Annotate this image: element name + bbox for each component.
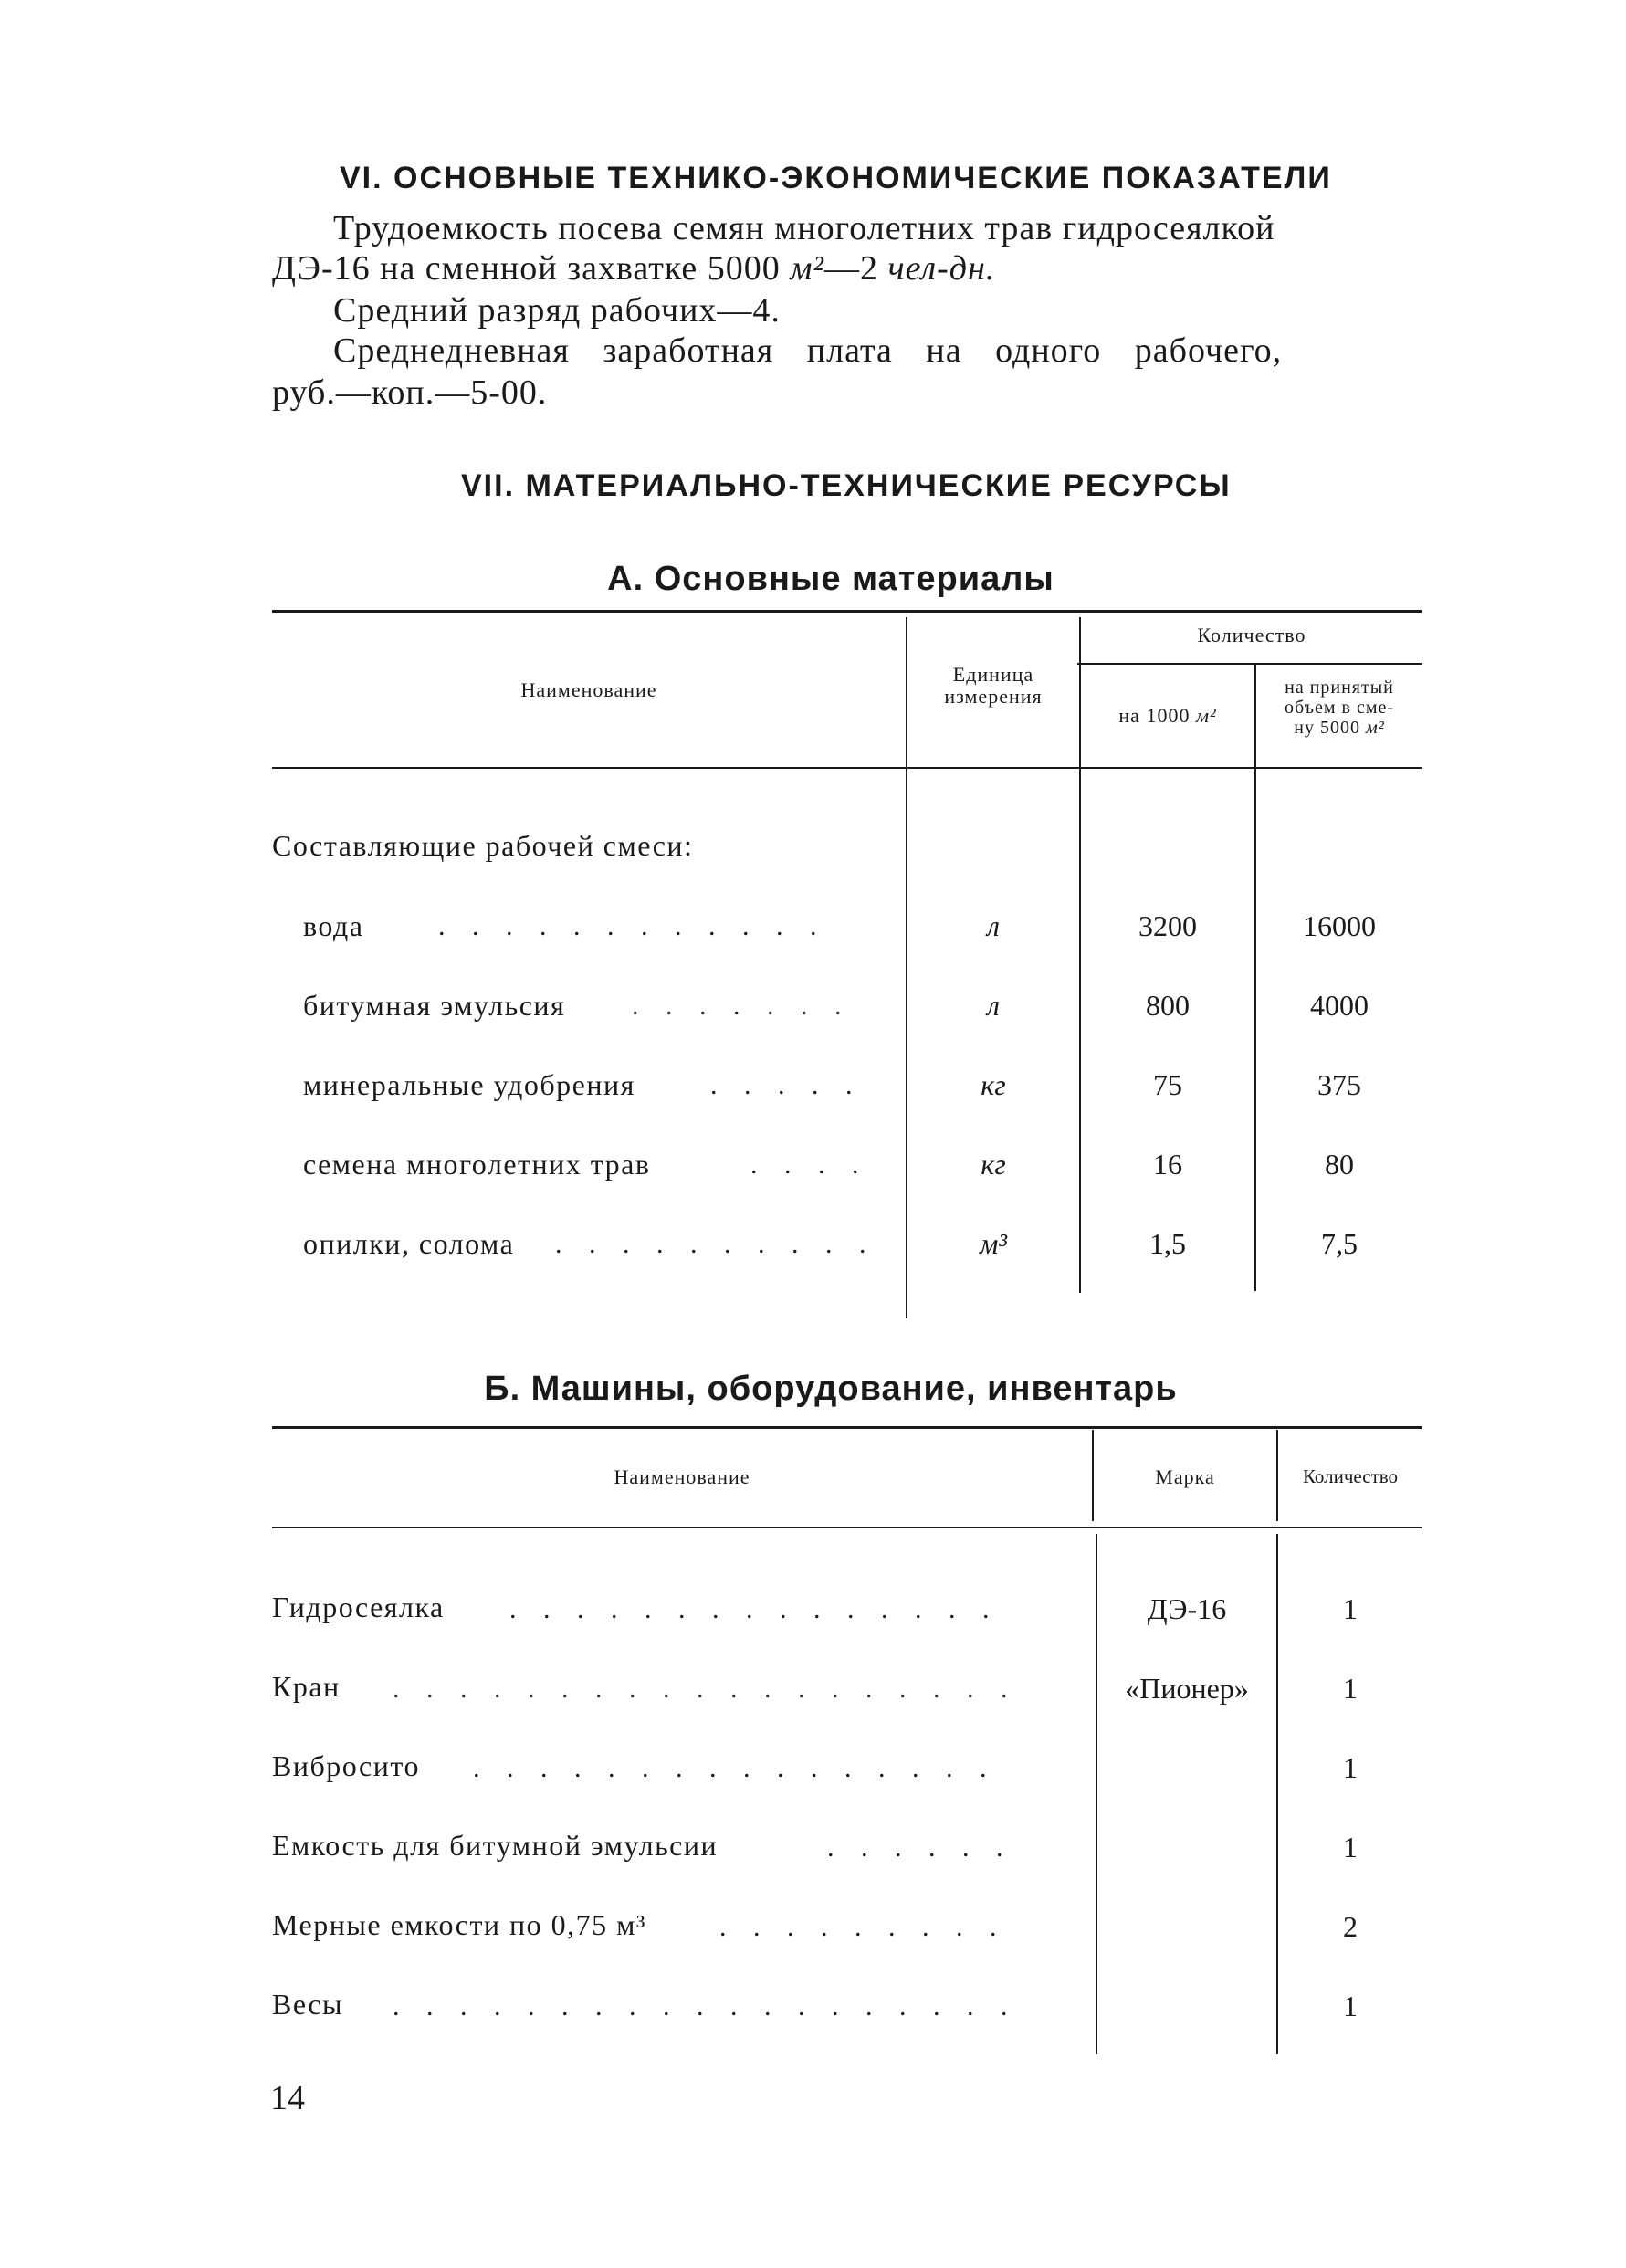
section-7-heading: VII. МАТЕРИАЛЬНО-ТЕХНИЧЕСКИЕ РЕСУРСЫ — [461, 468, 1232, 503]
table-b-header-name: Наименование — [614, 1465, 750, 1488]
per-shift-line-3 — [1256, 718, 1422, 738]
table-a-title: А. Основные материалы — [607, 560, 1054, 598]
section-6-paragraph-1-line-2 — [272, 248, 995, 289]
leader-dots: . . . . . . . . . . . . — [438, 911, 827, 941]
table-a-top-rule — [272, 610, 1422, 613]
row-per-shift: 80 — [1325, 1148, 1354, 1181]
row-per1000: 800 — [1146, 989, 1190, 1022]
row-name: Гидросеялка — [272, 1591, 445, 1623]
row-brand: ДЭ-16 — [1147, 1592, 1227, 1625]
row-name: семена многолетних трав — [303, 1148, 651, 1181]
row-name: битумная эмульсия — [303, 989, 566, 1022]
section-6-paragraph-1-line-1: Трудоемкость посева семян многолетних трав гидросеялкой — [333, 209, 1275, 247]
table-a-header-name: Наименование — [520, 678, 657, 701]
row-qty: 1 — [1343, 1592, 1358, 1625]
per1000-text: на 1000 — [1118, 704, 1196, 727]
row-name: минеральные удобрения — [303, 1068, 635, 1101]
row-name: Мерные емкости по 0,75 м³ — [272, 1908, 647, 1941]
row-unit: кг — [981, 1068, 1006, 1101]
row-per1000: 75 — [1153, 1068, 1182, 1101]
section-6-paragraph-3-line-2: руб.—коп.—5-00. — [272, 373, 548, 412]
leader-dots: . . . . . . . . . — [719, 1912, 1007, 1942]
row-unit: м³ — [979, 1227, 1007, 1260]
section-6-heading: VI. ОСНОВНЫЕ ТЕХНИКО-ЭКОНОМИЧЕСКИЕ ПОКАЗАТЕЛИ — [340, 161, 1332, 195]
table-a-header-unit-line-2: измерения — [944, 685, 1043, 709]
row-per-shift: 375 — [1317, 1068, 1361, 1101]
leader-dots: . . . . . . . . . . . . . . . — [509, 1594, 1000, 1624]
table-b-header-rule — [272, 1527, 1422, 1528]
row-qty: 2 — [1343, 1910, 1358, 1943]
table-b-header-qty: Количество — [1302, 1465, 1399, 1487]
section-6-paragraph-3-line-1: Среднедневная заработная плата на одного рабочего, — [333, 331, 1283, 370]
row-qty: 1 — [1343, 1990, 1358, 2022]
table-a-header-unit-line-1: Единица — [952, 663, 1034, 686]
table-a-header-qty: Количество — [1197, 624, 1306, 646]
table-b-title: Б. Машины, оборудование, инвентарь — [484, 1370, 1178, 1408]
p1-text-a: ДЭ-16 на сменной захватке 5000 — [272, 249, 791, 288]
table-a-header-per-shift — [1256, 677, 1422, 738]
row-brand: «Пионер» — [1125, 1672, 1249, 1705]
leader-dots: . . . . . — [710, 1070, 863, 1100]
row-qty: 1 — [1343, 1831, 1358, 1864]
per-shift-line-1: на принятый — [1285, 677, 1394, 698]
row-per1000: 3200 — [1138, 909, 1197, 942]
row-per1000: 1,5 — [1149, 1227, 1186, 1260]
row-per-shift: 4000 — [1310, 989, 1369, 1022]
per-shift-line-3-text: ну 5000 — [1294, 718, 1366, 738]
p1-unit: м² — [790, 249, 824, 288]
table-a-qty-subrule — [1077, 663, 1422, 665]
row-name: Кран — [272, 1670, 341, 1703]
per-shift-line-2: объем в сме- — [1284, 698, 1395, 718]
row-name: Вибросито — [272, 1749, 420, 1782]
row-name: вода — [303, 909, 364, 942]
table-a-divider-1 — [906, 617, 907, 1318]
p1-text-c: чел-дн. — [887, 249, 996, 288]
section-6-paragraph-2: Средний разряд рабочих—4. — [333, 291, 781, 330]
row-unit: л — [987, 909, 1000, 942]
per1000-unit: м² — [1195, 704, 1217, 727]
leader-dots: . . . . . . . . . . . . . . . . — [473, 1753, 997, 1783]
leader-dots: . . . . — [750, 1150, 869, 1180]
row-per1000: 16 — [1153, 1148, 1182, 1181]
leader-dots: . . . . . . . . . . . . . . . . . . . — [393, 1674, 1018, 1704]
table-b-header-brand: Марка — [1155, 1465, 1215, 1488]
row-name: Емкость для битумной эмульсии — [272, 1829, 719, 1862]
table-a-divider-3 — [1254, 665, 1256, 1291]
leader-dots: . . . . . . . . . . . . . . . . . . . — [393, 1991, 1018, 2021]
leader-dots: . . . . . . — [827, 1832, 1013, 1863]
leader-dots: . . . . . . . — [632, 991, 852, 1021]
leader-dots: . . . . . . . . . . — [555, 1229, 876, 1259]
row-name: Весы — [272, 1988, 344, 2021]
row-unit: л — [987, 989, 1000, 1022]
row-name: опилки, солома — [303, 1227, 515, 1260]
row-per-shift: 16000 — [1303, 909, 1376, 942]
p1-text-b: —2 — [823, 249, 888, 288]
row-unit: кг — [981, 1148, 1006, 1181]
table-a-group-label: Составляющие рабочей смеси: — [272, 829, 694, 862]
table-a-header-unit — [907, 664, 1079, 708]
table-b-top-rule — [272, 1426, 1422, 1429]
row-qty: 1 — [1343, 1751, 1358, 1784]
table-a-header-rule — [272, 767, 1422, 769]
per-shift-line-3-unit: м² — [1365, 718, 1385, 738]
page-number: 14 — [270, 2079, 305, 2117]
table-a-header-per1000 — [1081, 705, 1254, 727]
row-per-shift: 7,5 — [1321, 1227, 1358, 1260]
row-qty: 1 — [1343, 1672, 1358, 1705]
